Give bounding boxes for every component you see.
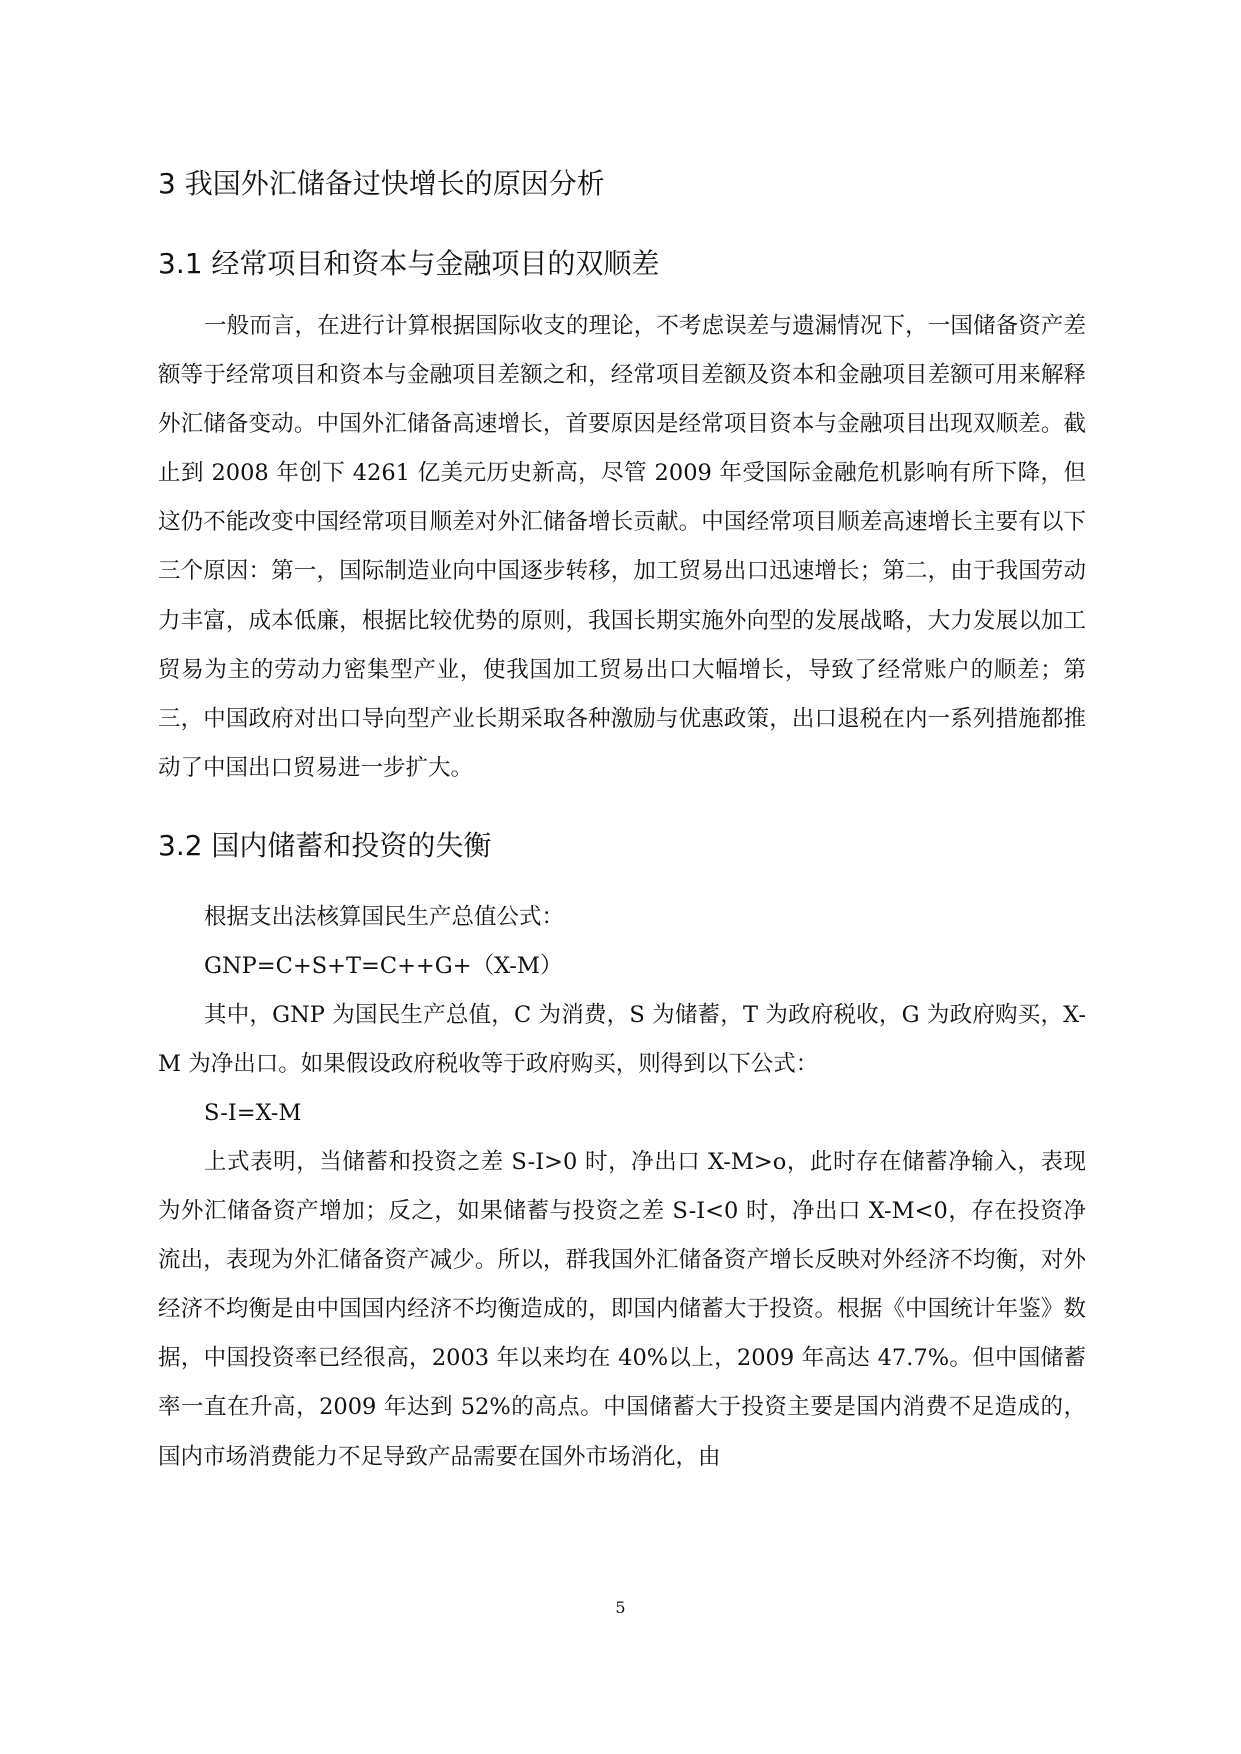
section-title-3-1: 3.1 经常项目和资本与金融项目的双顺差 <box>158 247 660 280</box>
section-title-3-2: 3.2 国内储蓄和投资的失衡 <box>158 829 492 862</box>
section-3-2-paragraph: 上式表明，当储蓄和投资之差 S-I>0 时，净出口 X-M>o，此时存在储蓄净输入，表现为外汇储备资产增加；反之，如果储蓄与投资之差 S-I<0 时，净出口 X-M<0，存在投资净流出，表现为外汇储备资产减少。所以，群我国外汇储备资产增长反映对外经济不均衡，对外经济不均衡是由中国国内经济不均衡造成的，即国内储蓄大于投资。根据《中国统计年鉴》数据，中国投资率已经很高，2003 年以来均在 40%以上，2009 年高达 47.7%。但中国储蓄率一直在升高，2009 年达到 52%的高点。中国储蓄大于投资主要是国内消费不足造成的，国内市场消费能力不足导致产品需要在国外市场消化，由 <box>158 1149 1086 1470</box>
chapter-title: 3 我国外汇储备过快增长的原因分析 <box>158 167 605 200</box>
savings-investment-formula: S-I=X-M <box>204 1100 302 1126</box>
formula-explanation: 其中，GNP 为国民生产总值，C 为消费，S 为储蓄，T 为政府税收，G 为政府购买，X-M 为净出口。如果假设政府税收等于政府购买，则得到以下公式： <box>158 1002 1086 1078</box>
gnp-formula: GNP=C+S+T=C++G+（X-M） <box>204 953 563 979</box>
formula-intro: 根据支出法核算国民生产总值公式： <box>204 904 565 930</box>
section-3-1-paragraph: 一般而言，在进行计算根据国际收支的理论，不考虑误差与遗漏情况下，一国储备资产差额等于经常项目和资本与金融项目差额之和，经常项目差额及资本和金融项目差额可用来解释外汇储备变动。中国外汇储备高速增长，首要原因是经常项目资本与金融项目出现双顺差。截止到 2008 年创下 4261 亿美元历史新高，尽管 2009 年受国际金融危机影响有所下降，但这仍不能改变中国经常项目顺差对外汇储备增长贡献。中国经常项目顺差高速增长主要有以下三个原因：第一，国际制造业向中国逐步转移，加工贸易出口迅速增长；第二，由于我国劳动力丰富，成本低廉，根据比较优势的原则，我国长期实施外向型的发展战略，大力发展以加工贸易为主的劳动力密集型产业，使我国加工贸易出口大幅增长，导致了经常账户的顺差；第三，中国政府对出口导向型产业长期采取各种激励与优惠政策，出口退税在内一系列措施都推动了中国出口贸易进一步扩大。 <box>158 313 1086 781</box>
page-number: 5 <box>615 1598 626 1617</box>
